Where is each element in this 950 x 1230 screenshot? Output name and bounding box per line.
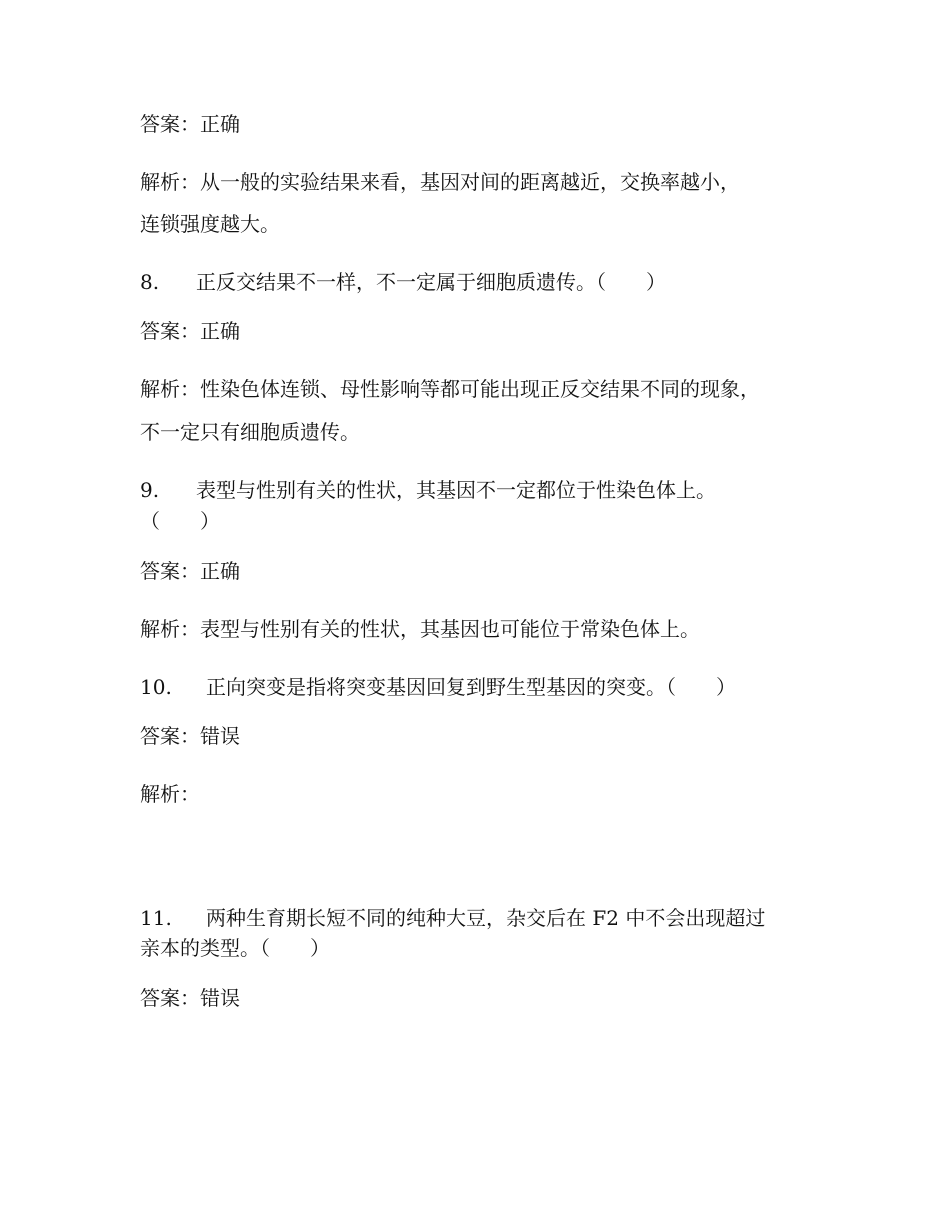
question-continuation — [140, 507, 220, 535]
question-number: 8. — [140, 270, 160, 294]
answer-line — [140, 317, 240, 345]
answer-text: 正确 — [200, 112, 240, 136]
analysis-text: 不一定只有细胞质遗传。 — [140, 420, 360, 444]
analysis-line — [140, 615, 700, 643]
answer-label: 答案： — [140, 112, 200, 136]
question-11 — [140, 904, 765, 932]
analysis-label: 解析： — [140, 782, 200, 806]
question-8 — [140, 268, 666, 296]
analysis-label: 解析： — [140, 617, 200, 641]
answer-text: 错误 — [200, 724, 240, 748]
answer-line — [140, 984, 240, 1012]
question-text: 两种生育期长短不同的纯种大豆，杂交后在 F2 中不会出现超过 — [206, 906, 766, 930]
analysis-text: 表型与性别有关的性状，其基因也可能位于常染色体上。 — [200, 617, 700, 641]
analysis-line — [140, 375, 760, 403]
question-text: 亲本的类型。（ ） — [140, 936, 330, 960]
question-text: 正向突变是指将突变基因回复到野生型基因的突变。（ ） — [206, 675, 736, 699]
answer-line — [140, 722, 240, 750]
answer-text: 正确 — [200, 559, 240, 583]
question-number: 9. — [140, 478, 160, 502]
answer-line — [140, 557, 240, 585]
answer-label: 答案： — [140, 724, 200, 748]
question-text: （ ） — [140, 509, 220, 533]
answer-text: 错误 — [200, 986, 240, 1010]
question-10 — [140, 673, 736, 701]
question-9 — [140, 476, 716, 504]
analysis-continuation — [140, 418, 360, 446]
analysis-text: 性染色体连锁、母性影响等都可能出现正反交结果不同的现象， — [200, 377, 760, 401]
answer-label: 答案： — [140, 986, 200, 1010]
question-number: 11. — [140, 906, 172, 930]
answer-label: 答案： — [140, 319, 200, 343]
question-continuation — [140, 934, 330, 962]
analysis-line — [140, 168, 740, 196]
question-number: 10. — [140, 675, 172, 699]
analysis-label: 解析： — [140, 170, 200, 194]
analysis-line — [140, 780, 200, 808]
answer-line — [140, 110, 240, 138]
analysis-text: 从一般的实验结果来看，基因对间的距离越近，交换率越小， — [200, 170, 740, 194]
analysis-label: 解析： — [140, 377, 200, 401]
question-text: 正反交结果不一样，不一定属于细胞质遗传。（ ） — [196, 270, 666, 294]
answer-label: 答案： — [140, 559, 200, 583]
question-text: 表型与性别有关的性状，其基因不一定都位于性染色体上。 — [196, 478, 716, 502]
answer-text: 正确 — [200, 319, 240, 343]
analysis-continuation — [140, 210, 280, 238]
analysis-text: 连锁强度越大。 — [140, 212, 280, 236]
